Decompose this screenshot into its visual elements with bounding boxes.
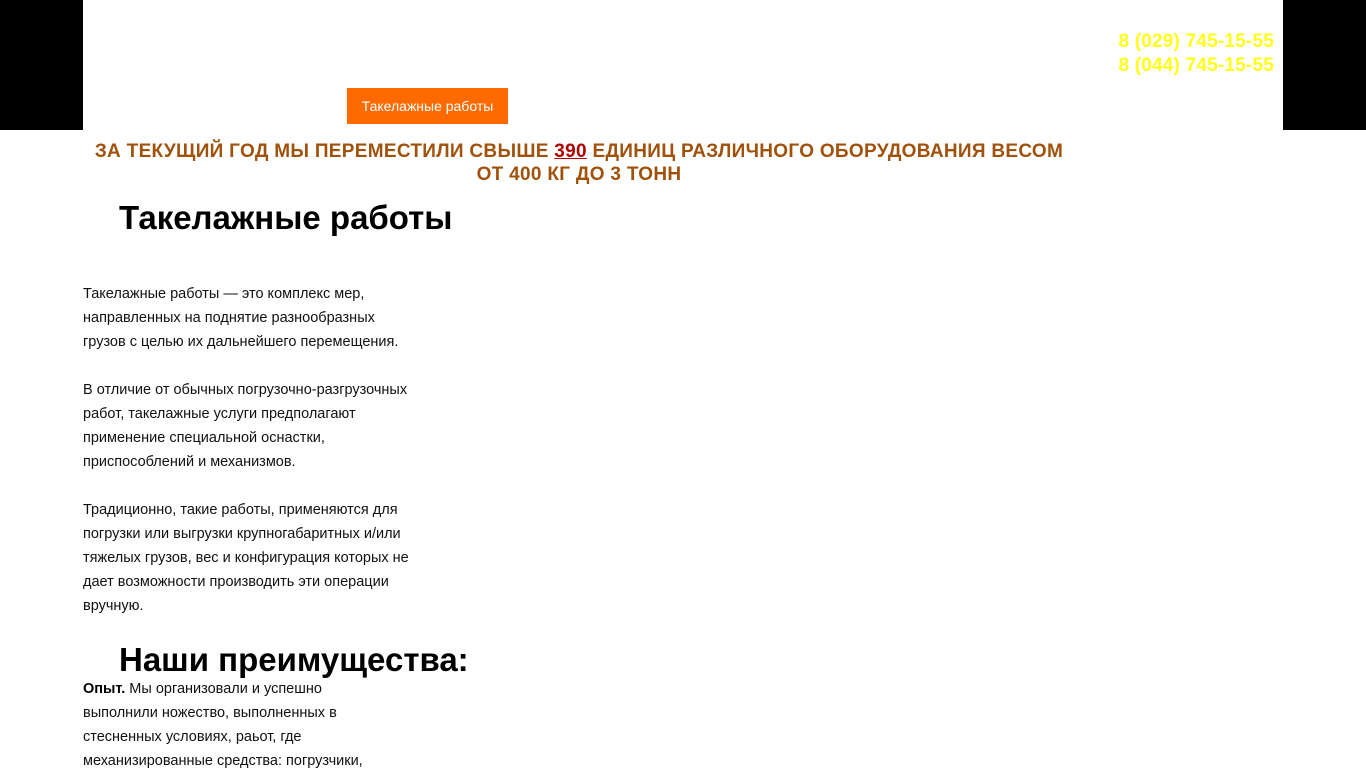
phone-link-2[interactable]: 8 (044) 745-15-55: [1118, 55, 1274, 76]
article-paragraph: В отличие от обычных погрузочно-разгрузочных работ, такелажные услуги предполагают применение специальной оснастки, приспособлений и механизмов.: [83, 382, 408, 470]
banner-text-after: ЕДИНИЦ РАЗЛИЧНОГО ОБОРУДОВАНИЯ ВЕСОМ ОТ 400 КГ ДО 3 ТОНН: [476, 141, 1064, 185]
stats-banner: [83, 140, 1075, 186]
phone-numbers: [1118, 30, 1274, 78]
advantages-list: [83, 677, 383, 768]
advantage-text: Мы организовали и успешно выполнили ножество, выполненных в стесненных условиях, раьот, где механизированные средства: погрузчики,: [83, 681, 363, 768]
article-paragraph: Традиционно, такие работы, применяются для погрузки или выгрузки крупногабаритных и/или тяжелых грузов, вес и конфигурация которых не дает возможности производить эти операции вручную.: [83, 502, 409, 614]
banner-count: 390: [554, 141, 587, 162]
banner-text-before: ЗА ТЕКУЩИЙ ГОД МЫ ПЕРЕМЕСТИЛИ СВЫШЕ: [94, 141, 555, 162]
article-content: [83, 282, 413, 642]
phone-link-1[interactable]: 8 (029) 745-15-55: [1118, 31, 1274, 52]
nav-item-rigging-works[interactable]: Такелажные работы: [347, 88, 508, 124]
advantages-title: Наши преимущества:: [119, 641, 469, 678]
article-paragraph: Такелажные работы — это комплекс мер, направленных на поднятие разнообразных грузов с целью их дальнейшего перемещения.: [83, 286, 399, 350]
site-header: [83, 0, 1283, 130]
advantage-item: [83, 677, 383, 768]
advantage-label: Опыт.: [83, 681, 126, 697]
page-title: Такелажные работы: [119, 199, 453, 236]
